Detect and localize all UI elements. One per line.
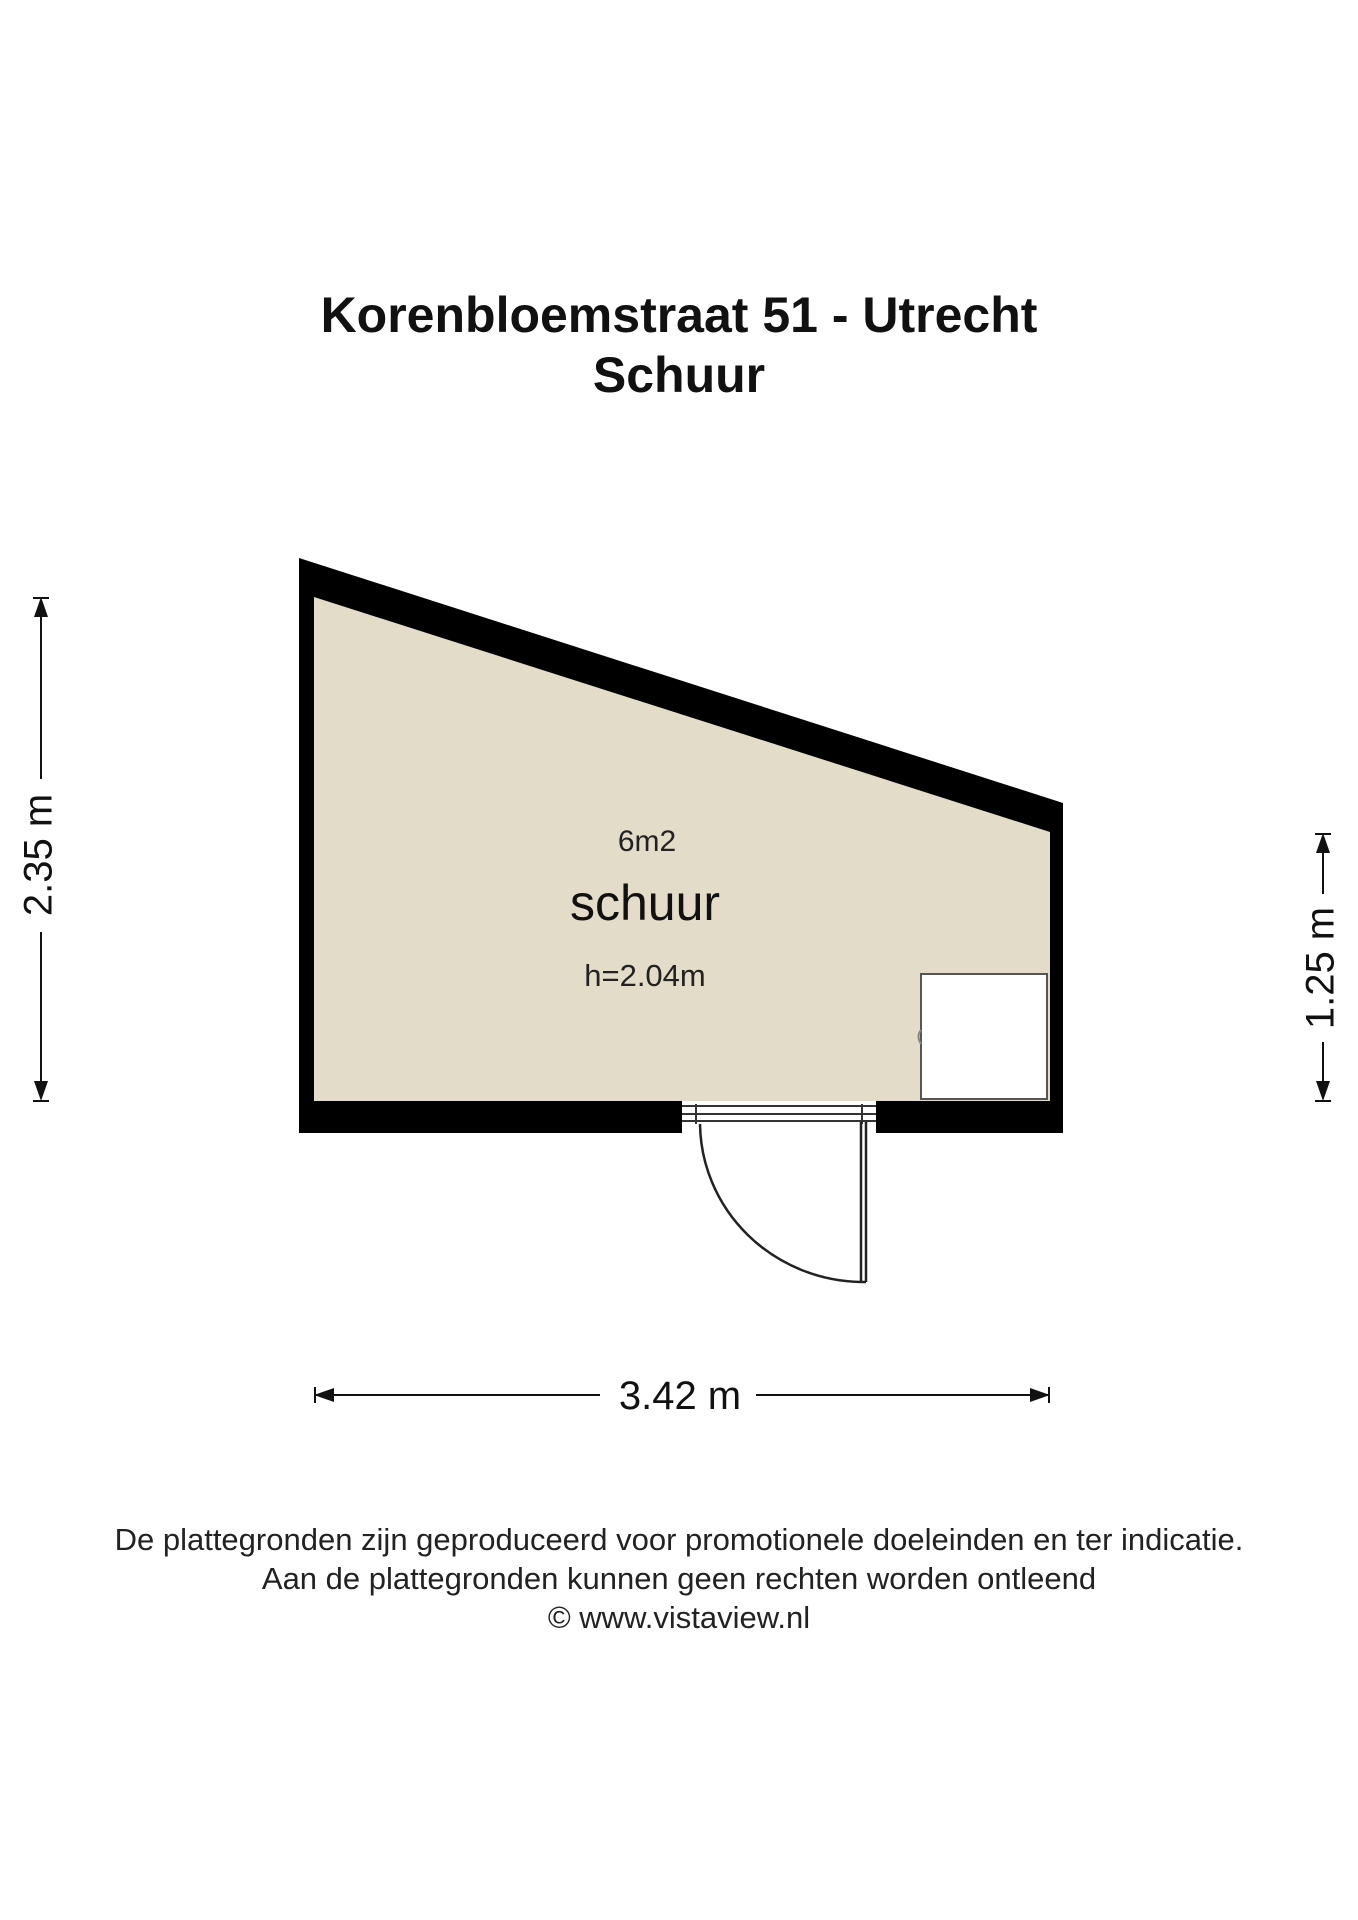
- disclaimer-line-2: Aan de plattegronden kunnen geen rechten worden ontleend: [261, 1561, 1097, 1596]
- arrow-up-icon: [1316, 833, 1330, 853]
- room-height-label: h=2.04m: [584, 958, 706, 993]
- copyright-line: © www.vistaview.nl: [547, 1600, 811, 1635]
- page-title: Korenbloemstraat 51 - Utrecht: [320, 287, 1038, 343]
- arrow-up-icon: [34, 597, 48, 617]
- dimension-right: [1299, 833, 1343, 1101]
- arrow-down-icon: [1316, 1081, 1330, 1101]
- arrow-left-icon: [314, 1388, 334, 1402]
- dimension-bottom-label: 3.42 m: [618, 1374, 742, 1418]
- door-swing-arc: [700, 1124, 861, 1282]
- dimension-bottom: [314, 1374, 1050, 1418]
- arrow-right-icon: [1030, 1388, 1050, 1402]
- disclaimer-line-1: De plattegronden zijn geproduceerd voor promotionele doeleinden en ter indicatie.: [114, 1522, 1244, 1557]
- dimension-left-label: 2.35 m: [16, 793, 61, 917]
- page-subtitle: Schuur: [592, 347, 766, 403]
- fixture-box: [921, 974, 1047, 1099]
- arrow-down-icon: [34, 1081, 48, 1101]
- disclaimer: [0, 1520, 1358, 1637]
- room-name-label: schuur: [569, 875, 721, 931]
- dimension-right-label: 1.25 m: [1298, 906, 1343, 1030]
- room-area-label: 6m2: [617, 825, 677, 858]
- dimension-left: [17, 597, 61, 1101]
